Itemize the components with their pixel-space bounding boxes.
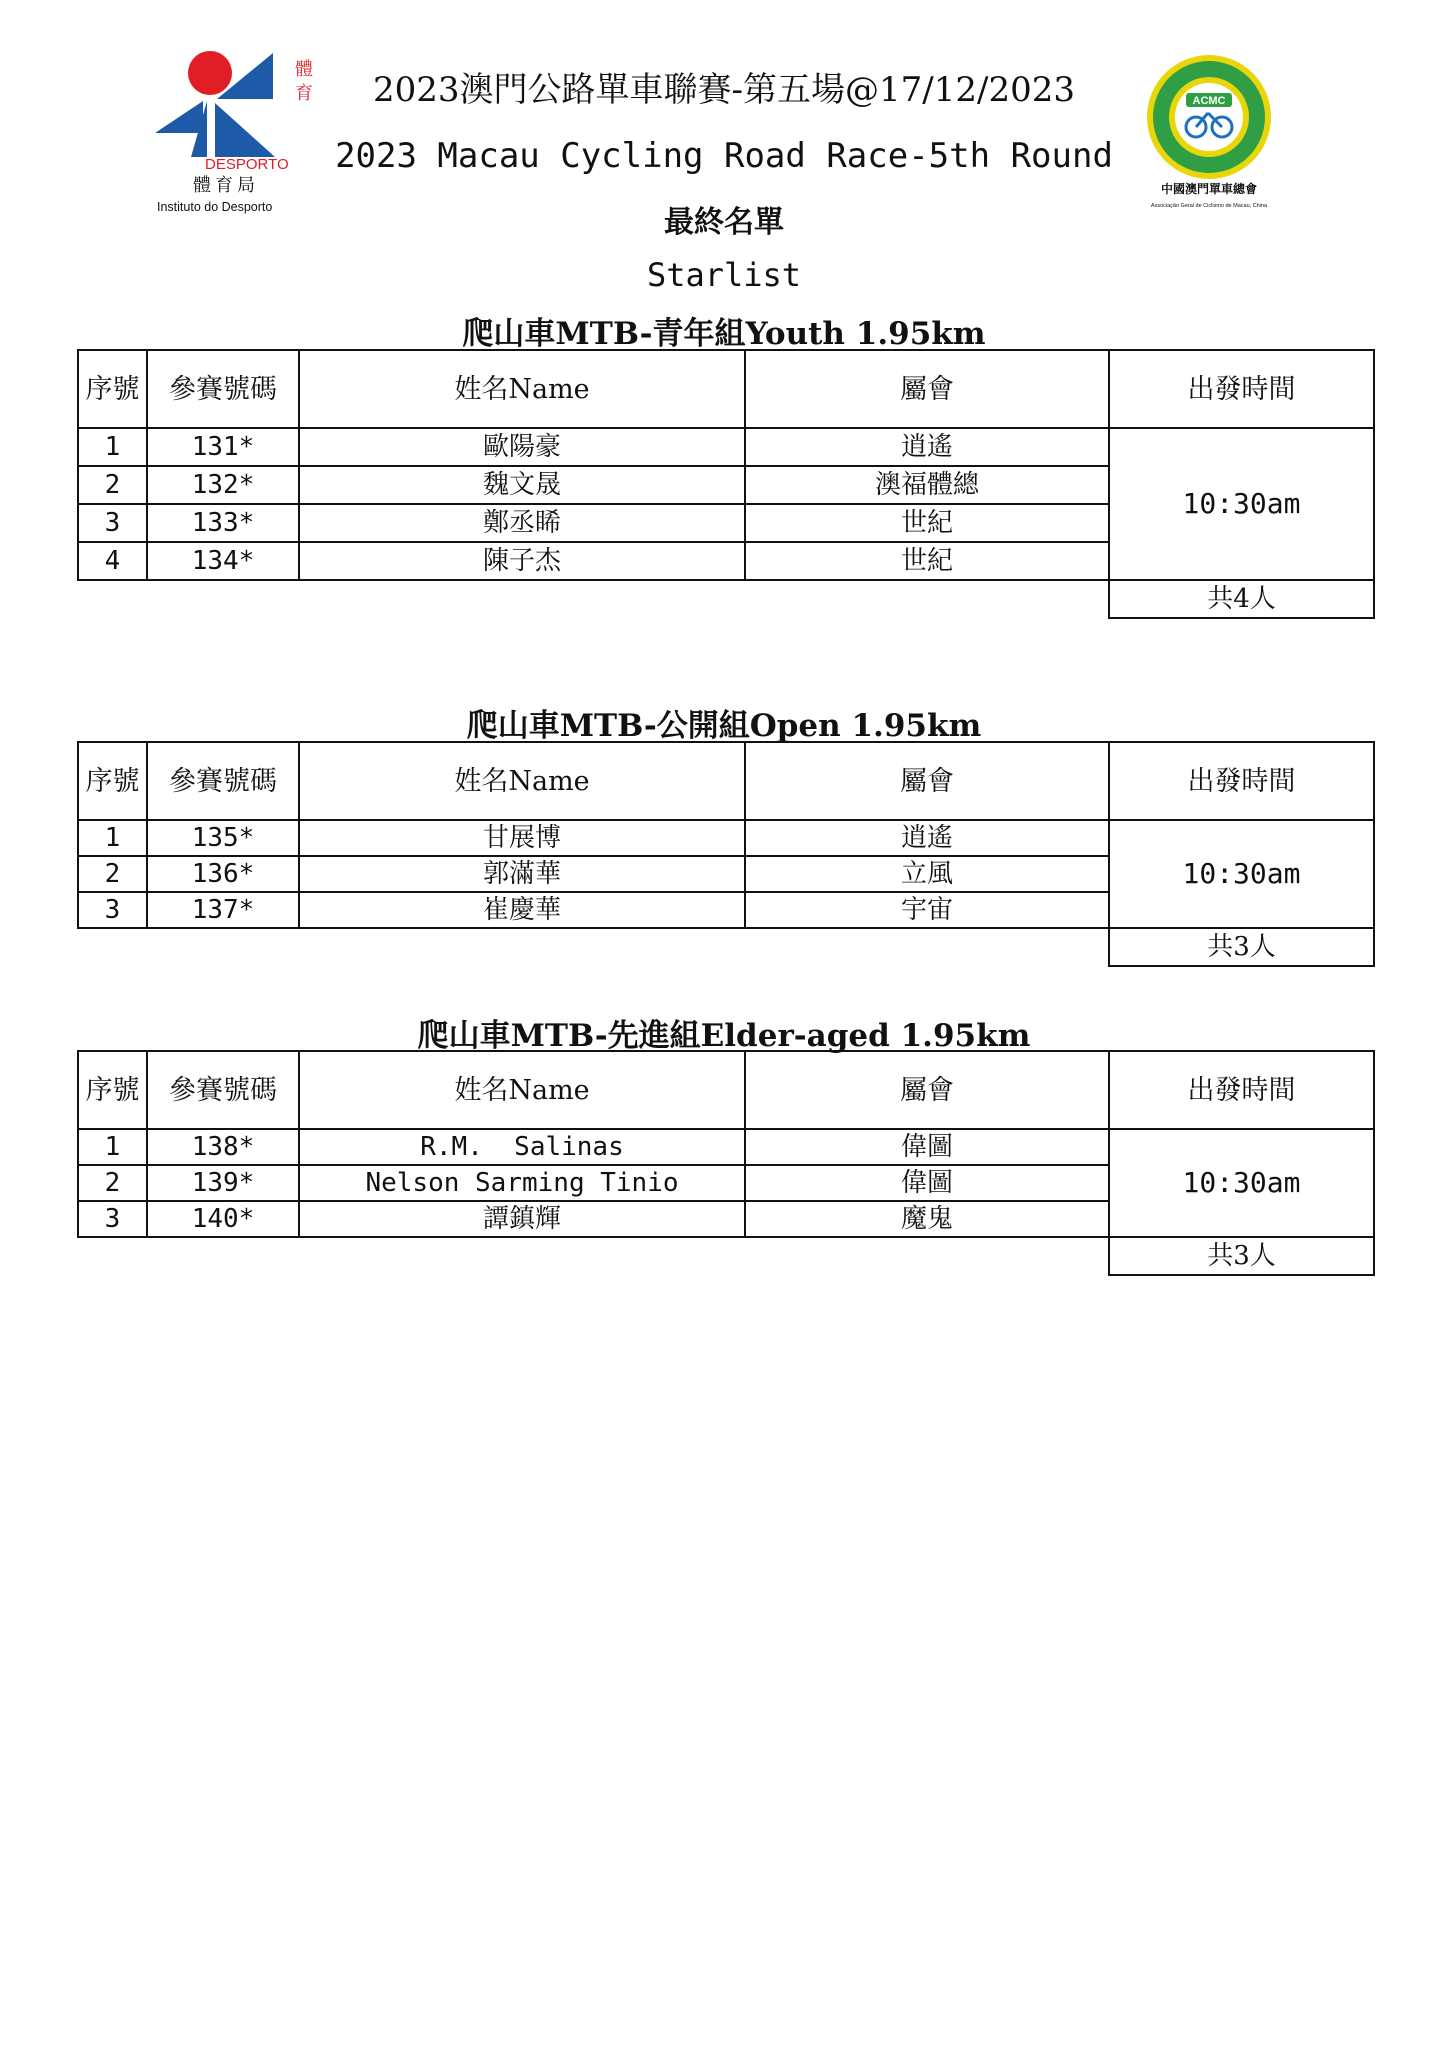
row-name: 崔慶華 xyxy=(299,892,745,928)
event-title-zh: 2023澳門公路單車聯賽-第五場@17/12/2023 xyxy=(373,70,1075,110)
row-no: 3 xyxy=(78,892,147,928)
row-name: 魏文晟 xyxy=(299,466,745,504)
row-no: 2 xyxy=(78,466,147,504)
svg-text:體育局: 體育局 xyxy=(193,175,259,196)
row-club: 逍遙 xyxy=(745,428,1109,466)
table-row xyxy=(78,820,1374,856)
col-header-no: 序號 xyxy=(78,350,147,428)
list-title-en: Starlist xyxy=(646,256,802,294)
row-club: 世紀 xyxy=(745,542,1109,580)
col-header-bib: 參賽號碼 xyxy=(147,742,299,820)
col-header-bib: 參賽號碼 xyxy=(147,350,299,428)
row-name: Nelson Sarming Tinio xyxy=(299,1165,745,1201)
svg-text:Instituto do Desporto: Instituto do Desporto xyxy=(157,200,273,214)
row-club: 立風 xyxy=(745,856,1109,892)
row-bib: 134* xyxy=(147,542,299,580)
table-row xyxy=(78,1129,1374,1165)
row-no: 2 xyxy=(78,1165,147,1201)
row-club: 偉圖 xyxy=(745,1165,1109,1201)
col-header-name: 姓名Name xyxy=(299,350,745,428)
row-name: R.M. Salinas xyxy=(299,1129,745,1165)
col-header-name: 姓名Name xyxy=(299,1051,745,1129)
start-time: 10:30am xyxy=(1109,1129,1374,1237)
col-header-club: 屬會 xyxy=(745,742,1109,820)
row-club: 世紀 xyxy=(745,504,1109,542)
event-title-en: 2023 Macau Cycling Road Race-5th Round xyxy=(335,136,1113,176)
col-header-bib: 參賽號碼 xyxy=(147,1051,299,1129)
col-header-start-time: 出發時間 xyxy=(1109,742,1374,820)
row-name: 鄭丞睎 xyxy=(299,504,745,542)
row-bib: 132* xyxy=(147,466,299,504)
youth-table xyxy=(77,349,1375,619)
row-no: 2 xyxy=(78,856,147,892)
row-name: 郭滿華 xyxy=(299,856,745,892)
row-no: 3 xyxy=(78,504,147,542)
col-header-no: 序號 xyxy=(78,742,147,820)
svg-text:ACMC: ACMC xyxy=(1192,95,1226,107)
row-bib: 136* xyxy=(147,856,299,892)
table-row xyxy=(78,428,1374,466)
row-no: 4 xyxy=(78,542,147,580)
row-no: 1 xyxy=(78,428,147,466)
row-bib: 135* xyxy=(147,820,299,856)
row-club: 逍遙 xyxy=(745,820,1109,856)
col-header-name: 姓名Name xyxy=(299,742,745,820)
col-header-club: 屬會 xyxy=(745,350,1109,428)
row-name: 歐陽豪 xyxy=(299,428,745,466)
col-header-club: 屬會 xyxy=(745,1051,1109,1129)
row-club: 魔鬼 xyxy=(745,1201,1109,1237)
start-time: 10:30am xyxy=(1109,820,1374,928)
elder-table xyxy=(77,1050,1375,1276)
row-no: 1 xyxy=(78,820,147,856)
start-time: 10:30am xyxy=(1109,428,1374,580)
row-bib: 137* xyxy=(147,892,299,928)
row-bib: 131* xyxy=(147,428,299,466)
row-name: 譚鎮輝 xyxy=(299,1201,745,1237)
svg-text:育: 育 xyxy=(295,83,313,104)
svg-text:DESPORTO: DESPORTO xyxy=(205,156,289,173)
svg-text:中國澳門單車總會: 中國澳門單車總會 xyxy=(1160,182,1258,196)
row-bib: 133* xyxy=(147,504,299,542)
svg-text:體: 體 xyxy=(295,59,313,80)
row-bib: 139* xyxy=(147,1165,299,1201)
row-club: 宇宙 xyxy=(745,892,1109,928)
row-bib: 140* xyxy=(147,1201,299,1237)
row-name: 陳子杰 xyxy=(299,542,745,580)
participant-total: 共4人 xyxy=(1109,580,1374,618)
col-header-start-time: 出發時間 xyxy=(1109,350,1374,428)
svg-text:Associação Geral de Ciclismo d: Associação Geral de Ciclismo de Macau, China xyxy=(1150,203,1268,209)
row-club: 澳福體總 xyxy=(745,466,1109,504)
row-name: 甘展博 xyxy=(299,820,745,856)
participant-total: 共3人 xyxy=(1109,1237,1374,1275)
col-header-start-time: 出發時間 xyxy=(1109,1051,1374,1129)
col-header-no: 序號 xyxy=(78,1051,147,1129)
row-no: 3 xyxy=(78,1201,147,1237)
list-title-zh: 最終名單 xyxy=(664,205,784,240)
open-table xyxy=(77,741,1375,967)
section-title-youth: 爬山車MTB-青年組Youth 1.95km xyxy=(462,316,986,352)
row-bib: 138* xyxy=(147,1129,299,1165)
row-no: 1 xyxy=(78,1129,147,1165)
section-title-elder: 爬山車MTB-先進組Elder-aged 1.95km xyxy=(417,1018,1031,1054)
participant-total: 共3人 xyxy=(1109,928,1374,966)
section-title-open: 爬山車MTB-公開組Open 1.95km xyxy=(466,708,982,744)
row-club: 偉圖 xyxy=(745,1129,1109,1165)
